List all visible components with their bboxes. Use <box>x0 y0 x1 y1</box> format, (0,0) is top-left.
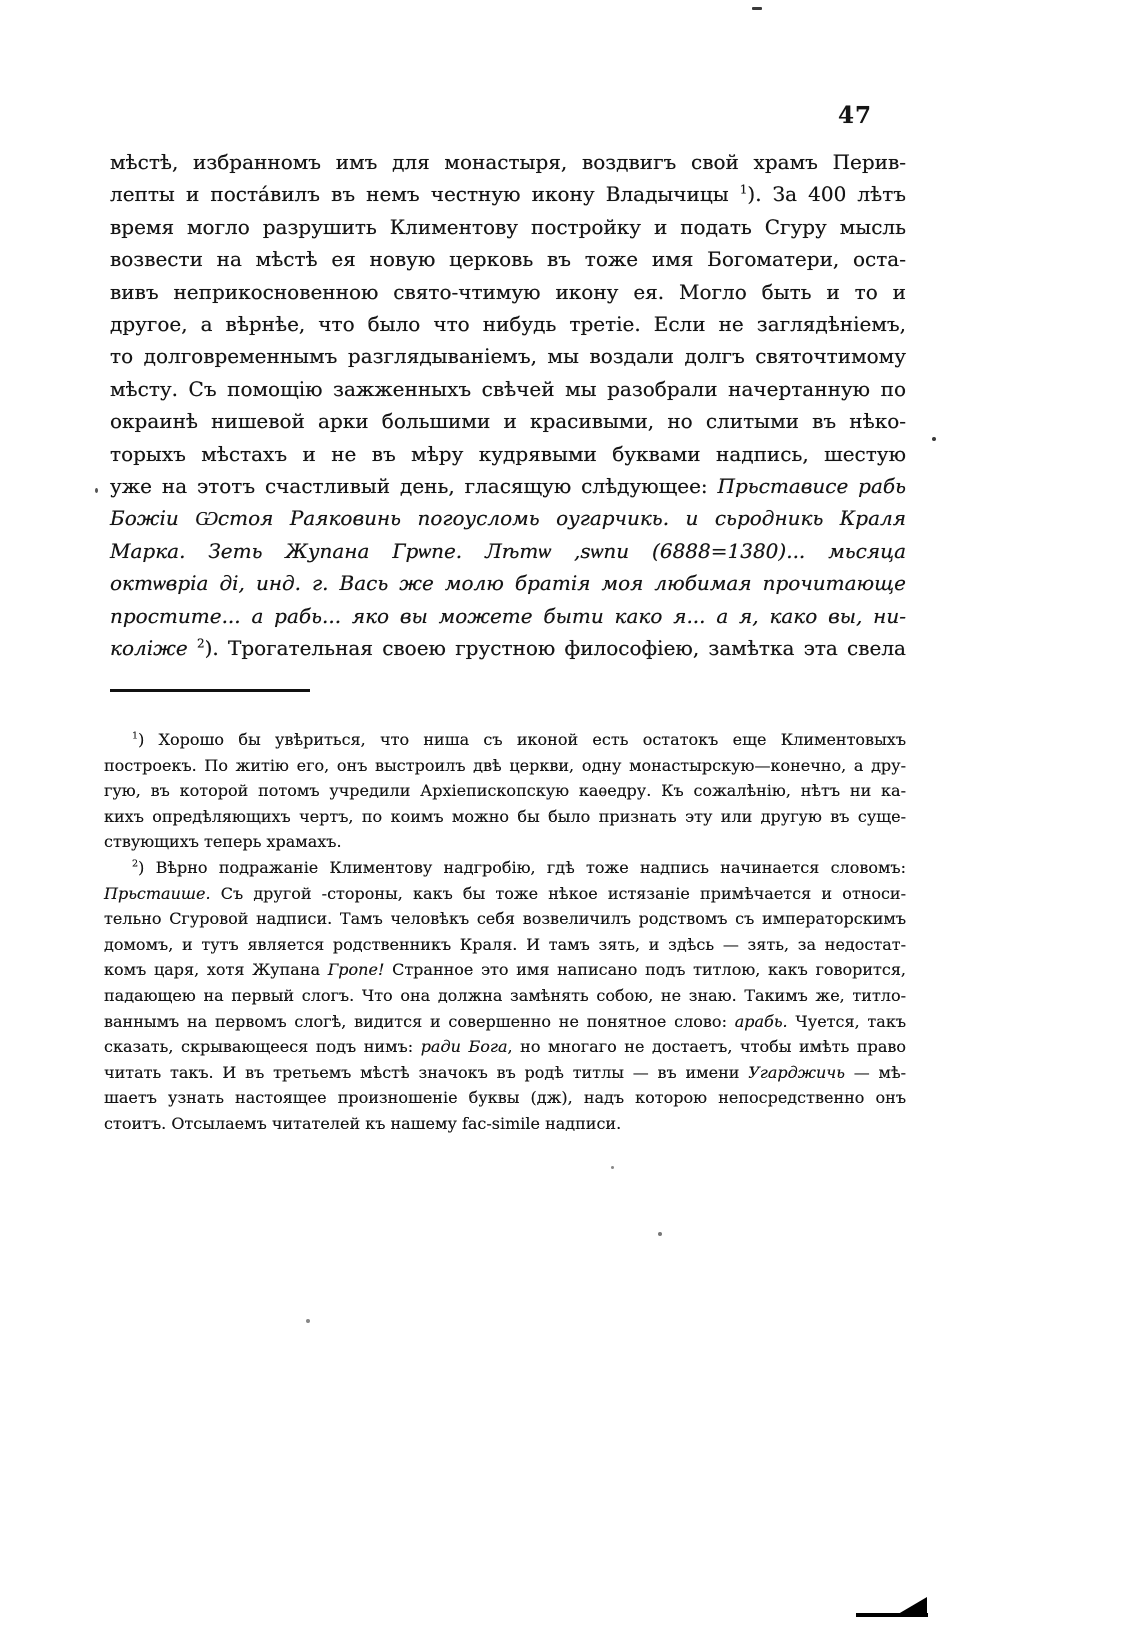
text-line <box>104 727 906 753</box>
text-line <box>110 535 906 567</box>
text-segment-sup: 2 <box>132 858 139 870</box>
text-line <box>104 778 906 804</box>
text-line <box>104 983 906 1009</box>
text-segment-roman: — мѣ- <box>844 1062 907 1082</box>
text-segment-roman: комъ царя, хотя Жупана <box>104 960 328 980</box>
text-segment-roman: шаетъ узнать настоящее произношеніе буквы (дж), надъ которою непосредственно онъ <box>104 1088 906 1108</box>
text-line <box>110 470 906 502</box>
text-segment-italic: Прьстаише. <box>104 883 211 903</box>
text-line <box>104 881 906 907</box>
text-segment-roman: ) Вѣрно подражаніе Климентову надгробію, гдѣ тоже надпись начинается словомъ: <box>138 857 906 877</box>
text-line <box>104 932 906 958</box>
text-segment-roman: ). За 400 лѣтъ <box>747 182 906 207</box>
text-line <box>110 600 906 632</box>
text-segment-italic: арабь. <box>734 1011 788 1031</box>
text-line <box>110 276 906 308</box>
text-line <box>110 502 906 534</box>
text-segment-roman: сказать, скрывающееся подъ нимъ: <box>104 1037 421 1057</box>
text-segment-roman: Съ другой -стороны, какъ бы тоже нѣкое истязаніе примѣчается и относи- <box>210 883 906 903</box>
text-segment-roman: ствующихъ теперь храмахъ. <box>104 832 342 852</box>
text-line <box>110 405 906 437</box>
footnote-1 <box>104 727 906 855</box>
text-line <box>110 308 906 340</box>
text-line <box>104 957 906 983</box>
text-segment-italic: октѡвріа ді, инд. г. Вась же молю братія моя любимая прочитающе <box>110 571 906 596</box>
text-segment-roman: кихъ опредѣляющихъ чертъ, по коимъ можно бы было признать эту или другую въ суще- <box>104 806 906 826</box>
text-segment-roman: лепты и поста́вилъ въ немъ честную икону Владычицы <box>110 182 740 207</box>
scan-corner-artifact <box>893 1597 927 1617</box>
text-segment-roman: то долговременнымъ разглядываніемъ, мы воздали долгъ святочтимому <box>110 344 906 369</box>
text-segment-roman: ) Хорошо бы увѣриться, что ниша съ иконой есть остатокъ еще Климентовыхъ <box>138 730 906 749</box>
text-segment-roman: торыхъ мѣстахъ и не въ мѣру кудрявыми буквами надпись, шестую <box>110 441 906 466</box>
text-segment-italic: Гропе! <box>327 960 385 980</box>
text-segment-roman: построекъ. По житію его, онъ выстроилъ двѣ церкви, одну монастырскую—конечно, а дру- <box>104 755 906 775</box>
footnote-2 <box>104 855 906 1137</box>
text-line <box>110 632 906 664</box>
text-line <box>110 243 906 275</box>
scan-speck <box>658 1232 662 1236</box>
footnotes-block <box>104 727 906 1137</box>
text-line <box>110 567 906 599</box>
text-segment-roman: ваннымъ на первомъ слогѣ, видится и совершенно не понятное слово: <box>104 1011 735 1031</box>
text-segment-sup: 2 <box>196 636 205 651</box>
text-segment-roman: , но многаго не достаетъ, чтобы имѣть право <box>507 1037 907 1057</box>
text-line <box>104 1085 906 1111</box>
text-line <box>104 1034 906 1060</box>
scan-speck <box>306 1319 310 1323</box>
text-segment-sup: 1 <box>739 182 748 197</box>
text-segment-roman: мѣстѣ, избранномъ имъ для монастыря, воздвигъ свой храмъ Перив- <box>110 150 906 174</box>
text-line <box>110 178 906 210</box>
text-line <box>104 829 906 855</box>
text-segment-roman: домомъ, и тутъ является родственникъ Краля. И тамъ зять, и здѣсь — зять, за недостат- <box>104 934 906 954</box>
main-text-block <box>110 146 906 665</box>
text-line <box>104 1060 906 1086</box>
text-segment-italic: Божіи Ѡстоя Раяковинь погоусломь оугарчикь. и сьродникь Краля <box>110 506 906 531</box>
text-line <box>110 146 906 178</box>
text-segment-roman: уже на этотъ счастливый день, гласящую слѣдующее: <box>110 474 718 499</box>
text-line <box>110 211 906 243</box>
text-segment-roman: другое, а вѣрнѣе, что было что нибудь третіе. Если не заглядѣніемъ, <box>110 312 906 337</box>
text-line <box>104 906 906 932</box>
scan-speck <box>95 488 98 493</box>
text-segment-italic: ради Бога <box>420 1037 508 1057</box>
text-segment-roman: окраинѣ нишевой арки большими и красивыми, но слитыми въ нѣко- <box>110 409 906 434</box>
text-segment-roman: Странное это имя написано подъ титлою, какъ говорится, <box>384 960 907 980</box>
scan-speck <box>611 1166 614 1169</box>
text-segment-roman: время могло разрушить Климентову постройку и подать Сгуру мысль <box>110 214 906 239</box>
text-line <box>104 804 906 830</box>
text-segment-italic: Угарджичь <box>748 1062 845 1082</box>
text-line <box>104 1009 906 1035</box>
text-segment-italic: коліже <box>110 636 197 661</box>
scan-speck <box>752 7 762 10</box>
text-segment-roman: гую, въ которой потомъ учредили Архіепископскую каѳедру. Къ сожалѣнію, нѣтъ ни ка- <box>104 781 906 801</box>
text-segment-roman: ). Трогательная своею грустною философіею, замѣтка эта свела <box>204 636 906 661</box>
text-segment-roman: вивъ неприкосновенною свято-чтимую икону ея. Могло быть и то и <box>110 279 906 304</box>
text-segment-sup: 1 <box>132 730 139 742</box>
footnote-separator-rule <box>110 689 310 692</box>
text-segment-roman: стоитъ. Отсылаемъ читателей къ нашему fac-simile надписи. <box>104 1113 622 1133</box>
text-segment-roman: Чуется, такъ <box>787 1011 906 1031</box>
text-line <box>110 373 906 405</box>
text-segment-roman: читать такъ. И въ третьемъ мѣстѣ значокъ въ родѣ титлы — въ имени <box>104 1062 749 1082</box>
text-segment-roman: тельно Сгуровой надписи. Тамъ человѣкъ себя возвеличилъ родствомъ съ императорскимъ <box>104 909 906 929</box>
text-segment-roman: падающею на первый слогъ. Что она должна замѣнять собою, не знаю. Такимъ же, титло- <box>104 985 906 1005</box>
scan-speck <box>932 437 936 441</box>
text-line <box>110 340 906 372</box>
text-line <box>104 753 906 779</box>
text-line <box>104 1111 906 1137</box>
text-segment-italic: Прьстависе рабь <box>717 474 906 499</box>
text-segment-italic: простите... а рабь... яко вы можете быти како я... а я, како вы, ни- <box>110 603 906 628</box>
text-segment-roman: мѣсту. Съ помощію зажженныхъ свѣчей мы разобрали начертанную по <box>110 376 906 401</box>
page-number: 47 <box>838 102 873 129</box>
text-segment-italic: Марка. Зеть Жупана Грѡпе. Лѣтѡ ,ѕѡпи (6888=1380)... мьсяца <box>110 538 906 563</box>
text-line <box>104 855 906 881</box>
text-segment-roman: возвести на мѣстѣ ея новую церковь въ тоже имя Богоматери, оста- <box>110 247 906 272</box>
text-line <box>110 438 906 470</box>
